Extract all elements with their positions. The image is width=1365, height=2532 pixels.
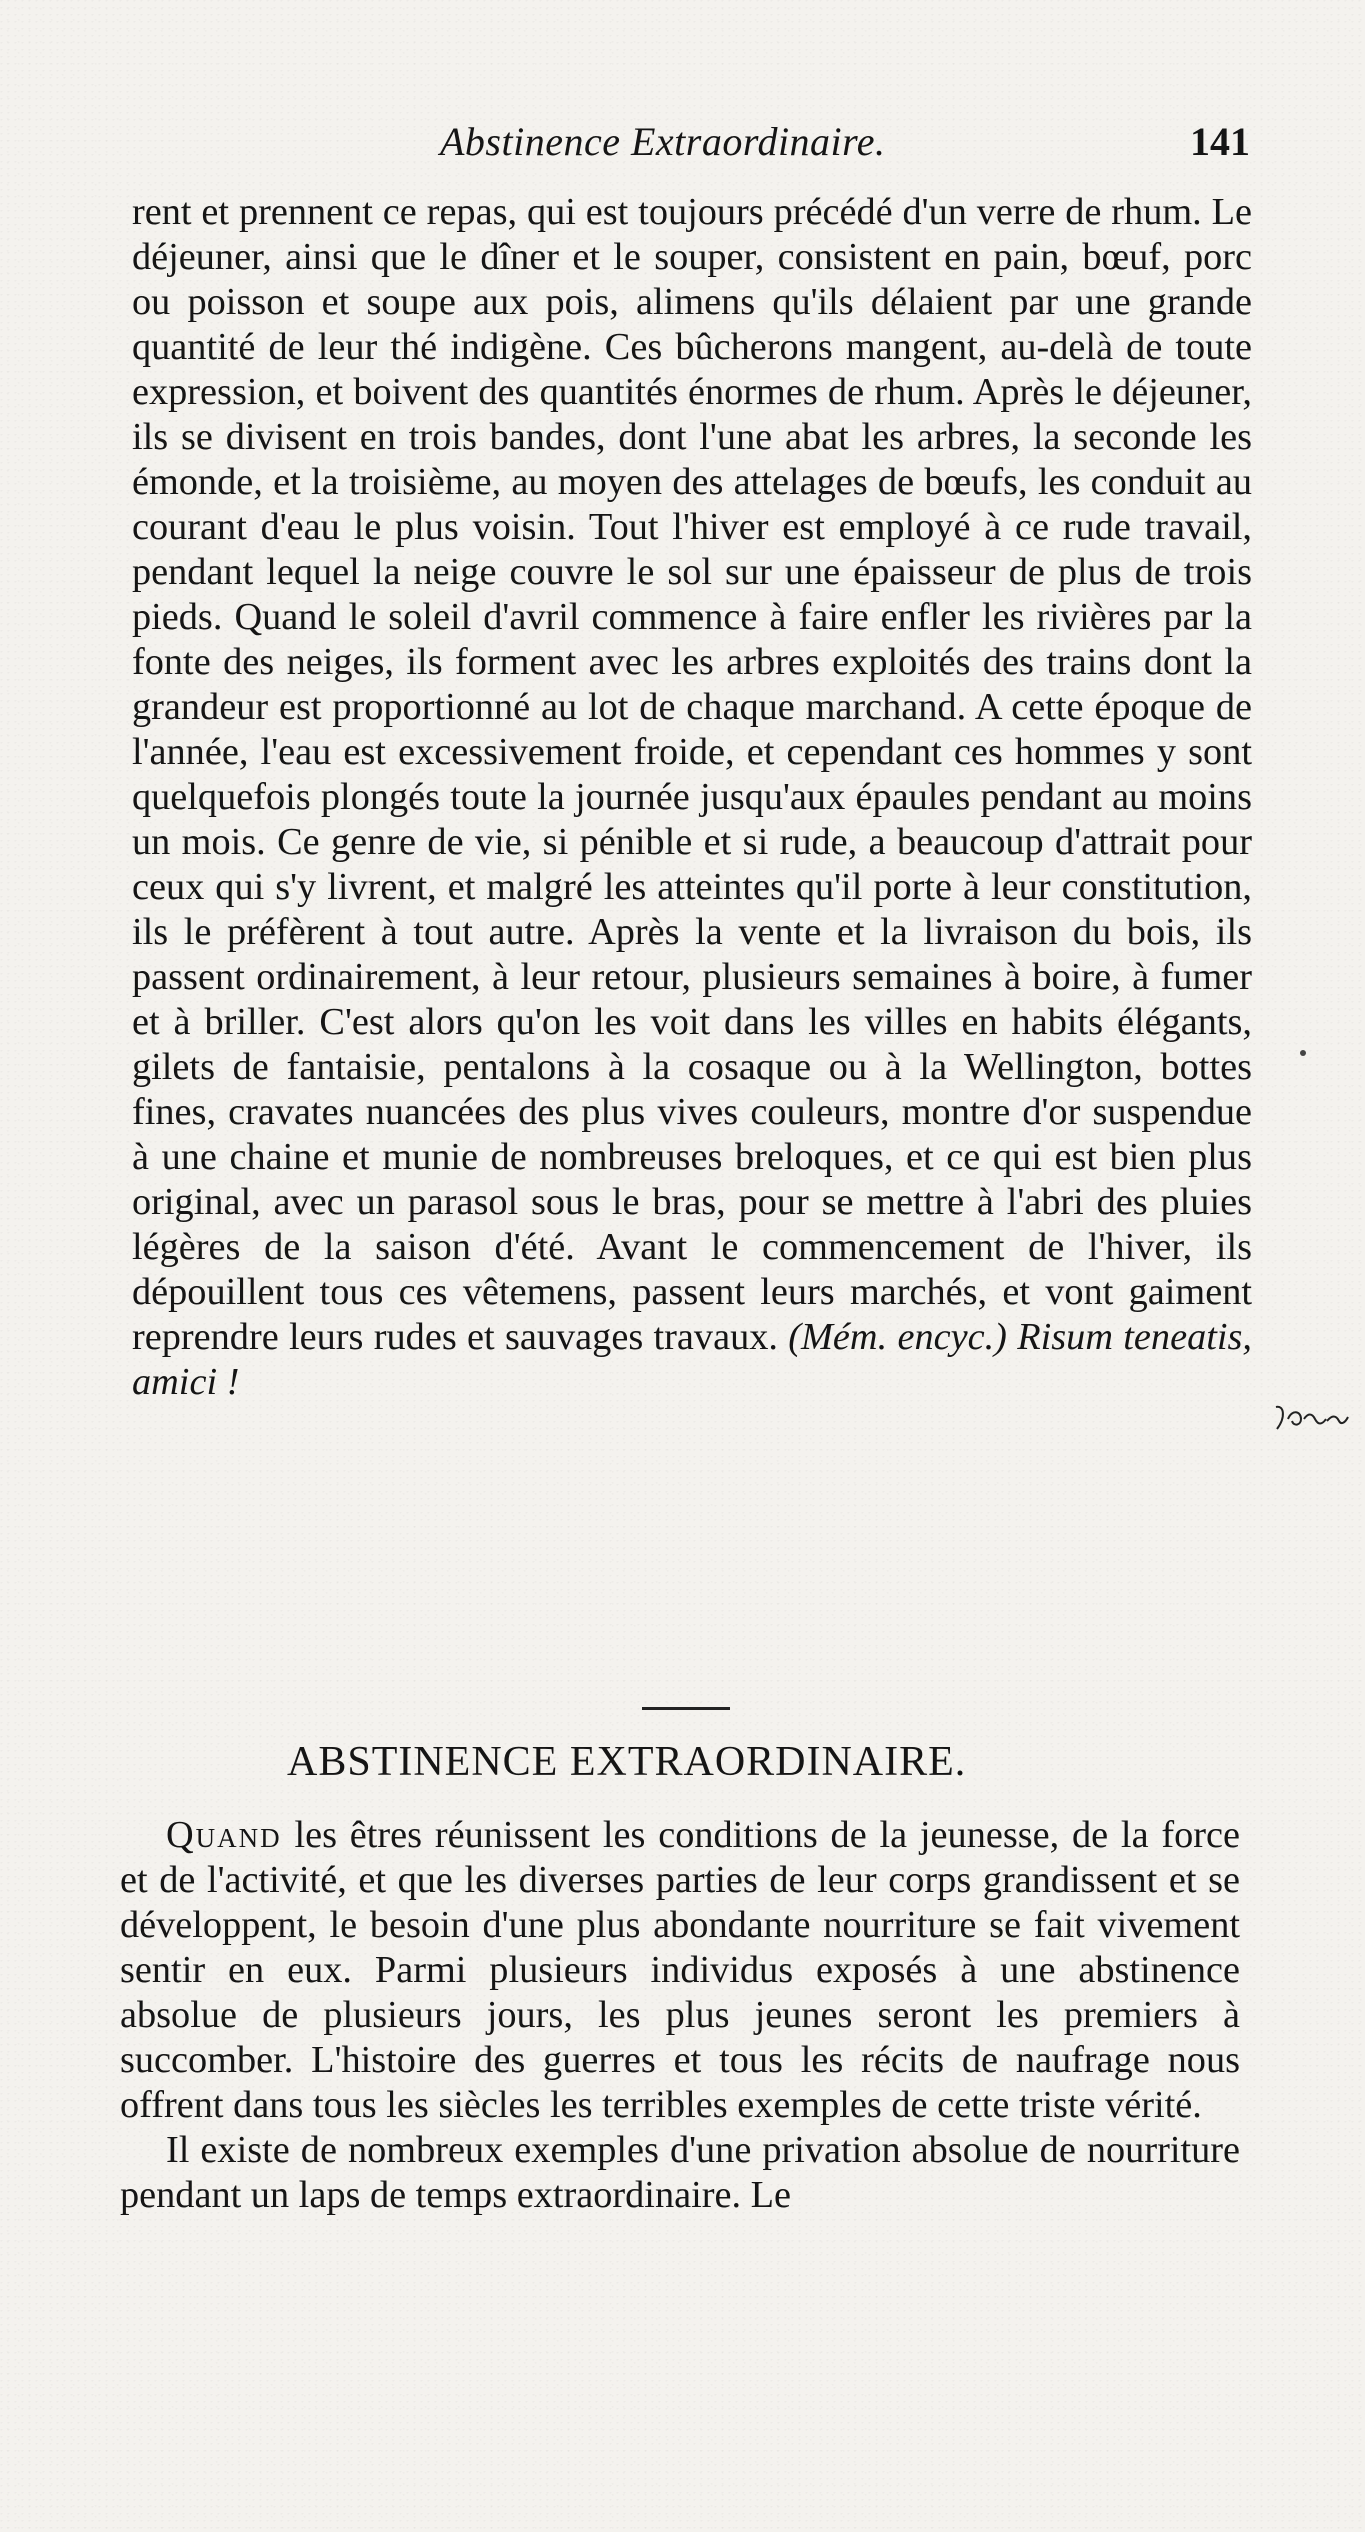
citation-text: (Mém. encyc.) Risum teneatis, amici ! xyxy=(132,1316,1252,1403)
section-title: ABSTINENCE EXTRAORDINAIRE. xyxy=(287,1739,967,1785)
lower-body-text xyxy=(120,1813,1240,2218)
paragraph-1-first-word: Quand xyxy=(166,1814,282,1856)
handwritten-margin-note-icon xyxy=(1270,1397,1350,1435)
section-divider xyxy=(642,1707,730,1710)
page-number: 141 xyxy=(1190,119,1250,164)
paragraph-2-text: Il existe de nombreux exemples d'une privation absolue de nourriture pendant un laps de temps extraordinaire. Le xyxy=(120,2129,1240,2216)
running-title: Abstinence Extraordinaire. xyxy=(440,119,886,164)
paragraph-1 xyxy=(120,1813,1240,2128)
margin-mark xyxy=(1300,1050,1306,1056)
upper-body-text xyxy=(132,190,1252,1405)
handwritten-margin-note xyxy=(1270,1397,1350,1435)
paragraph-2 xyxy=(120,2128,1240,2218)
upper-body-paragraph: rent et prennent ce repas, qui est toujours précédé d'un verre de rhum. Le déjeuner, ainsi que le dîner et le souper, consistent en pain, bœuf, porc ou poisson et soupe aux pois, alimens qu'ils délaient par une grande quantité de leur thé indigène. Ces bûcherons mangent, au-delà de toute expression, et boivent des quantités énormes de rhum. Après le déjeuner, ils se divisent en trois bandes, dont l'une abat les arbres, la seconde les émonde, et la troisième, au moyen des attelages de bœufs, les conduit au courant d'eau le plus voisin. Tout l'hiver est employé à ce rude travail, pendant lequel la neige couvre le sol sur une épaisseur de plus de trois pieds. Quand le soleil d'avril commence à faire enfler les rivières par la fonte des neiges, ils forment avec les arbres exploités des trains dont la grandeur est proportionné au lot de chaque marchand. A cette époque de l'année, l'eau est excessivement froide, et cependant ces hommes y sont quelquefois plongés toute la journée jusqu'aux épaules pendant au moins un mois. Ce genre de vie, si pénible et si rude, a beaucoup d'attrait pour ceux qui s'y livrent, et malgré les atteintes qu'il porte à leur constitution, ils le préfèrent à tout autre. Après la vente et la livraison du bois, ils passent ordinairement, à leur retour, plusieurs semaines à boire, à fumer et à briller. C'est alors qu'on les voit dans les villes en habits élégants, gilets de fantaisie, pentalons à la cosaque ou à la Wellington, bottes fines, cravates nuancées des plus vives couleurs, montre d'or suspendue à une chaine et munie de nombreuses breloques, et ce qui est bien plus original, avec un parasol sous le bras, pour se mettre à l'abri des pluies légères de la saison d'été. Avant le commencement de l'hiver, ils dépouillent tous ces vêtemens, passent leurs marchés, et vont gaiment reprendre leurs rudes et sauvages travaux. xyxy=(132,191,1252,1358)
paragraph-1-text: les êtres réunissent les conditions de la jeunesse, de la force et de l'activité, et que les diverses parties de leur corps grandissent et se développent, le besoin d'une plus abondante nourriture se fait vivement sentir en eux. Parmi plusieurs individus exposés à une abstinence absolue de plusieurs jours, les plus jeunes seront les premiers à succomber. L'histoire des guerres et tous les récits de naufrage nous offrent dans tous les siècles les terribles exemples de cette triste vérité. xyxy=(120,1814,1240,2126)
